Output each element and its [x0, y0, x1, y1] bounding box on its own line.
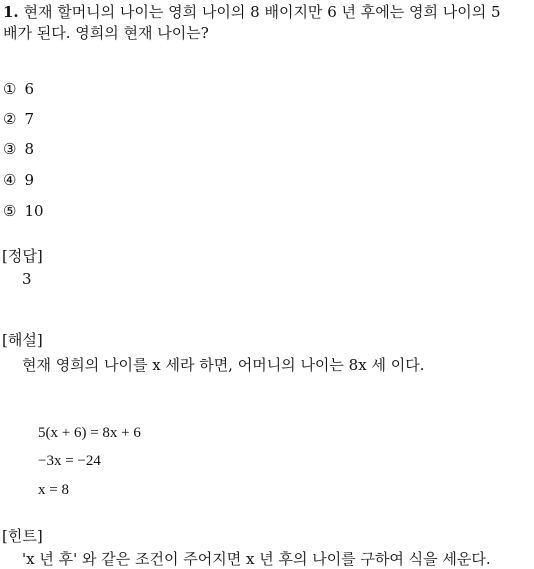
hint-text: 'x 년 후' 와 같은 조건이 주어지면 x 년 후의 나이를 구하여 식을 세운다.: [22, 550, 491, 568]
equation-1: 5(x + 6) = 8x + 6: [38, 425, 141, 441]
explanation-label: [해설]: [2, 331, 43, 349]
choice-value: 6: [24, 80, 34, 98]
choice-4[interactable]: [3, 171, 34, 189]
choice-marker: ④: [3, 171, 17, 189]
answer-label: [정답]: [2, 247, 43, 265]
choice-marker: ⑤: [3, 202, 17, 220]
choice-1[interactable]: [3, 80, 34, 98]
choice-marker: ①: [3, 80, 17, 98]
choice-value: 10: [24, 202, 44, 220]
problem-number: 1.: [3, 3, 19, 21]
choice-value: 8: [24, 140, 34, 158]
problem-text-line-2: 배가 된다. 영희의 현재 나이는?: [3, 24, 209, 42]
choice-5[interactable]: [3, 202, 44, 220]
problem-text-line-1: 현재 할머니의 나이는 영희 나이의 8 배이지만 6 년 후에는 영희 나이의 5: [23, 3, 501, 21]
answer-value: 3: [22, 270, 32, 288]
choice-2[interactable]: [3, 110, 34, 128]
equation-2: −3x = −24: [38, 453, 101, 469]
choice-marker: ②: [3, 110, 17, 128]
hint-label: [힌트]: [2, 527, 43, 545]
equation-3: x = 8: [38, 482, 69, 498]
choice-3[interactable]: [3, 140, 34, 158]
problem-line-1: [3, 1, 501, 22]
choice-value: 7: [24, 110, 34, 128]
choice-marker: ③: [3, 140, 17, 158]
explanation-text: 현재 영희의 나이를 x 세라 하면, 어머니의 나이는 8x 세 이다.: [22, 356, 425, 374]
choice-value: 9: [24, 171, 34, 189]
